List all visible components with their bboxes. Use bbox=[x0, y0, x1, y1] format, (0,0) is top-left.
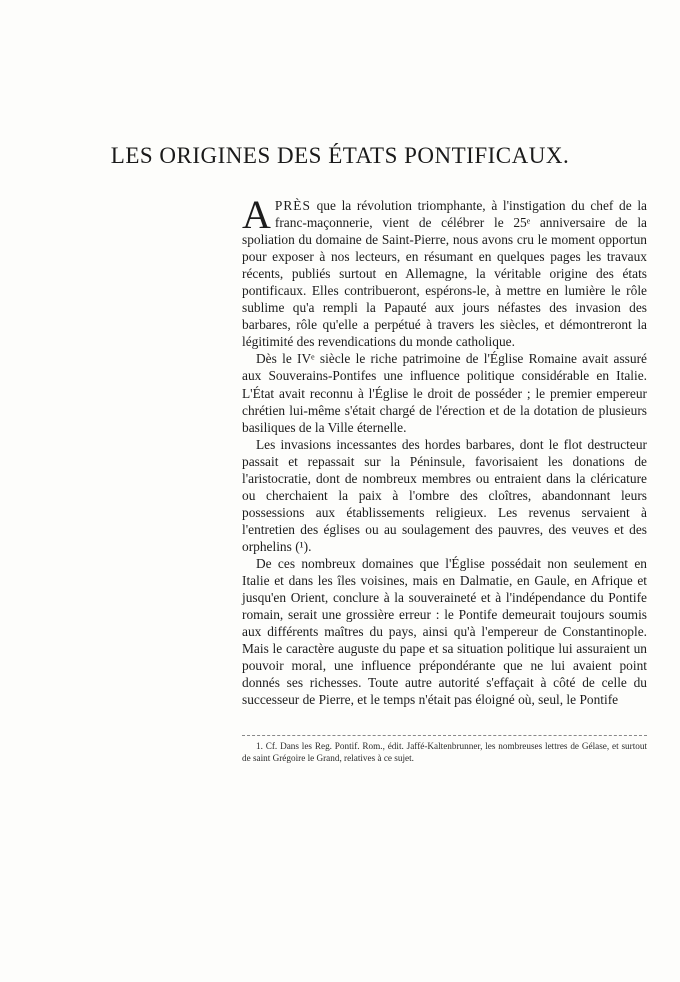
paragraph-2: Dès le IVᵉ siècle le riche patrimoine de l'Église Romaine avait assuré aux Souverains-Pontifes une influence politique considérable en Italie. L'État avait reconnu à l'Église le droit de posséder ; le premier empereur chrétien lui-même s'était chargé de l'érection et de la dotation de plusieurs basiliques de la Ville éternelle. bbox=[242, 351, 647, 435]
footnote-divider bbox=[242, 735, 647, 736]
article-body bbox=[242, 192, 647, 708]
page-title: LES ORIGINES DES ÉTATS PONTIFICAUX. bbox=[110, 143, 570, 168]
paragraph-1-text: que la révolution triomphante, à l'instigation du chef de la franc-maçonnerie, vient de célébrer le 25ᵉ anniversaire de la spoliation du domaine de Saint-Pierre, nous avons cru le moment opportun pour exposer à nos lecteurs, en résumant en quelques pages les travaux récents, publiés surtout en Allemagne, la véritable origine des états pontificaux. Elles contribueront, espérons-le, à mettre en lumière le rôle sublime qu'a rempli la Papauté aux jours néfastes des invasion des barbares, rôle qu'elle a perpétué à travers les siècles, et démontreront la légitimité des revendications du monde catholique. bbox=[242, 198, 647, 350]
footnote bbox=[242, 740, 647, 764]
footnote-number: 1. bbox=[256, 741, 263, 751]
paragraph-3 bbox=[242, 436, 647, 555]
paragraph-1 bbox=[242, 192, 647, 350]
paragraph-4: De ces nombreux domaines que l'Église possédait non seulement en Italie et dans les îles voisines, mais en Dalmatie, en Gaule, en Afrique et jusqu'en Orient, conclure à la souveraineté et à l'indépendance du Pontife romain, serait une grossière erreur : le Pontife demeurait toujours soumis aux différents maîtres du pays, ainsi qu'à l'empereur de Constantinople. Mais le caractère auguste du pape et sa situation politique lui assuraient un pouvoir moral, une influence prépondérante que ne lui avaient point donnés ses richesses. Toute autre autorité s'effaçait à côté de celle du successeur de Pierre, et le temps n'était pas éloigné où, seul, le Pontife bbox=[242, 555, 647, 708]
lead-word: PRÈS bbox=[274, 198, 311, 213]
footnote-text: Cf. Dans les Reg. Pontif. Rom., édit. Jaffé-Kaltenbrunner, les nombreuses lettres de Gélase, et surtout de saint Grégoire le Grand, relatives à ce sujet. bbox=[242, 741, 647, 763]
paragraph-3-text: Les invasions incessantes des hordes barbares, dont le flot destructeur passait et repassait sur la Péninsule, favorisaient les donations de l'aristocratie, dont de nombreux membres ou entraient dans la cléricature ou cherchaient la paix à l'ombre des cloîtres, abandonnant leurs possessions aux établissements religieux. Les revenus servaient à l'entretien des églises ou au soulagement des pauvres, des veuves et des orphelins bbox=[242, 436, 647, 554]
footnote-reference: (¹). bbox=[291, 538, 312, 554]
drop-cap: A bbox=[242, 192, 271, 237]
